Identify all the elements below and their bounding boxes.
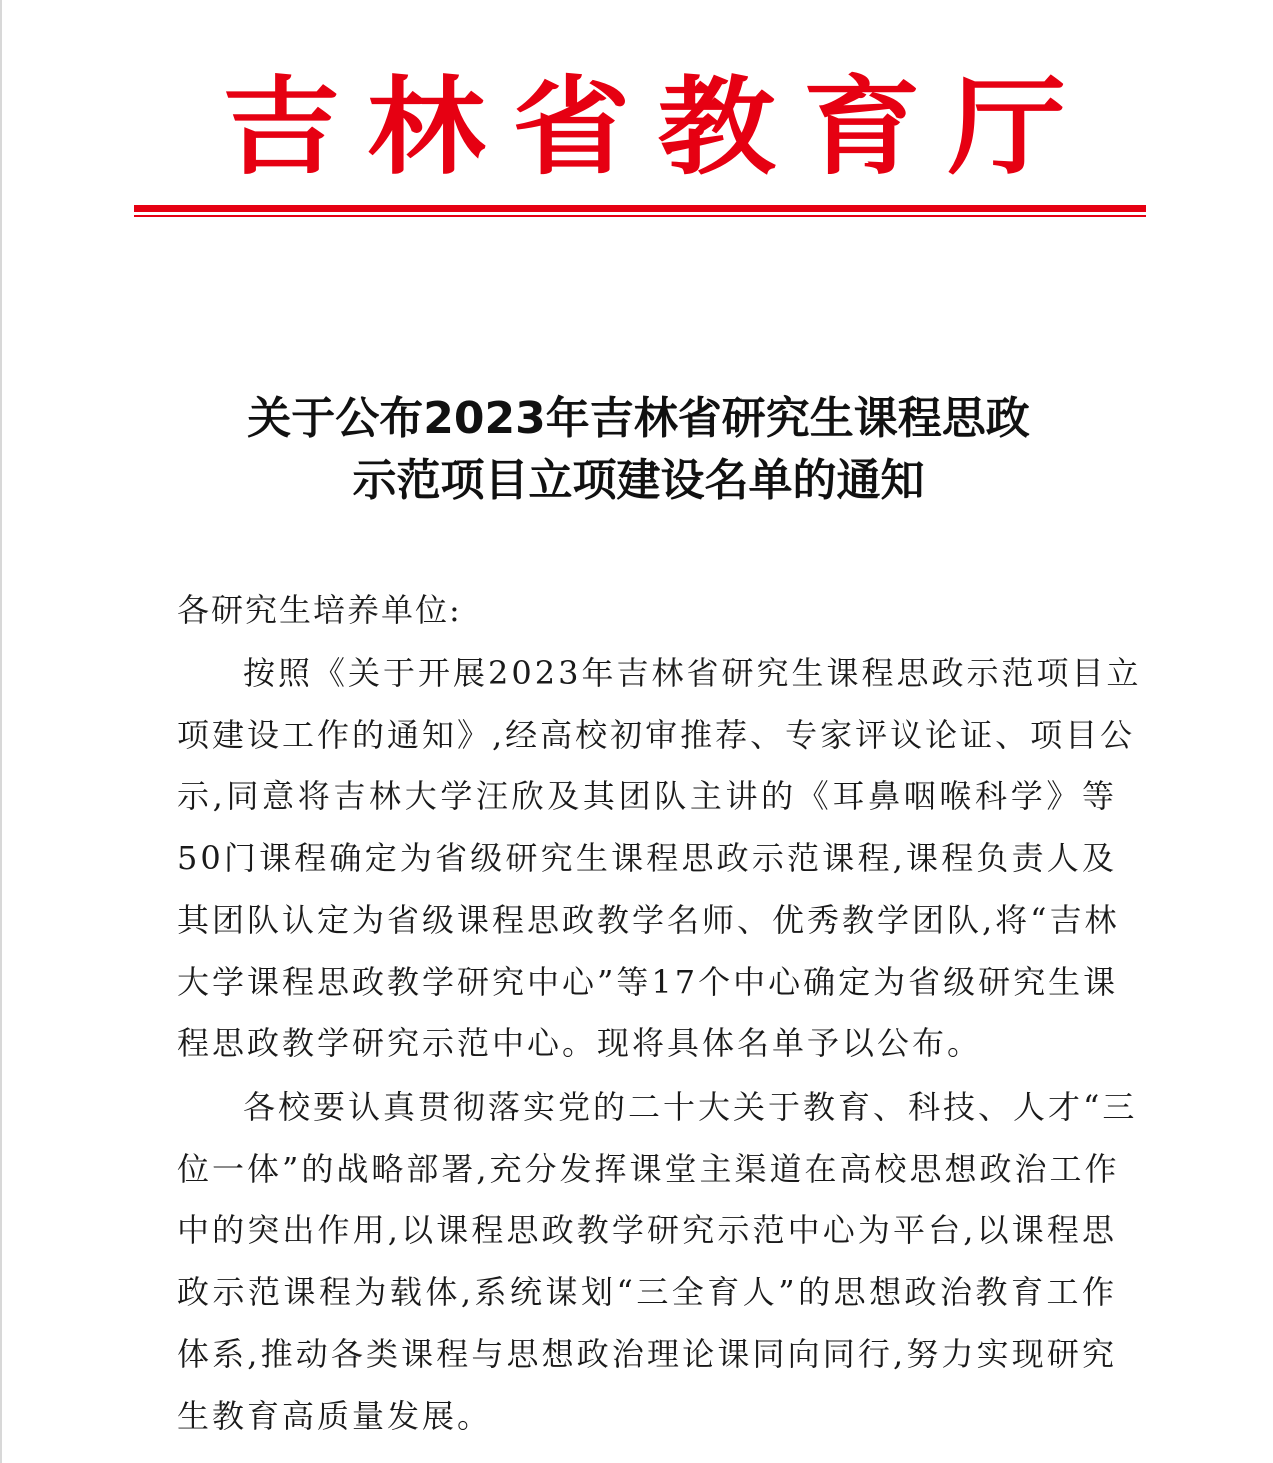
paragraph-line: 政示范课程为载体,系统谋划“三全育人”的思想政治教育工作: [177, 1273, 1117, 1312]
letterhead-title: [132, 52, 1146, 202]
paragraph-line: 按照《关于开展2023年吉林省研究生课程思政示范项目立: [243, 654, 1142, 692]
letterhead-char: 厅: [947, 64, 1066, 190]
document-title: [122, 388, 1155, 512]
paragraph-line: 示,同意将吉林大学汪欣及其团队主讲的《耳鼻咽喉科学》等: [177, 777, 1117, 816]
letterhead-char: 林: [367, 64, 486, 190]
salutation: 各研究生培养单位:: [177, 591, 462, 629]
paragraph-line: 大学课程思政教学研究中心”等17个中心确定为省级研究生课: [177, 962, 1119, 1001]
paragraph-line: 各校要认真贯彻落实党的二十大关于教育、科技、人才“三: [243, 1088, 1138, 1126]
paragraph-line: 生教育高质量发展。: [177, 1396, 493, 1435]
paragraph-line: 位一体”的战略部署,充分发挥课堂主渠道在高校思想政治工作: [177, 1149, 1120, 1188]
letterhead-char: 省: [512, 64, 631, 190]
body-paragraph-2: [177, 1077, 1138, 1447]
paragraph-line: 体系,推动各类课程与思想政治理论课同向同行,努力实现研究: [177, 1334, 1117, 1373]
paragraph-line: 其团队认定为省级课程思政教学名师、优秀教学团队,将“吉林: [177, 900, 1120, 939]
title-line-1: 关于公布2023年吉林省研究生课程思政: [247, 393, 1030, 444]
paragraph-line: 程思政教学研究示范中心。现将具体名单予以公布。: [177, 1024, 983, 1063]
title-line-2: 示范项目立项建设名单的通知: [352, 455, 925, 506]
paragraph-line: 50门课程确定为省级研究生课程思政示范课程,课程负责人及: [177, 839, 1117, 878]
letterhead-rule-thick: [134, 205, 1146, 212]
letterhead-char: 育: [802, 64, 921, 190]
body-paragraph-1: [177, 643, 1142, 1075]
letterhead-char: 吉: [222, 64, 341, 190]
paragraph-line: 中的突出作用,以课程思政教学研究示范中心为平台,以课程思: [177, 1211, 1117, 1250]
letterhead-char: 教: [657, 64, 776, 190]
letterhead-rule-thin: [134, 215, 1146, 217]
paragraph-line: 项建设工作的通知》,经高校初审推荐、专家评议论证、项目公: [177, 715, 1136, 754]
